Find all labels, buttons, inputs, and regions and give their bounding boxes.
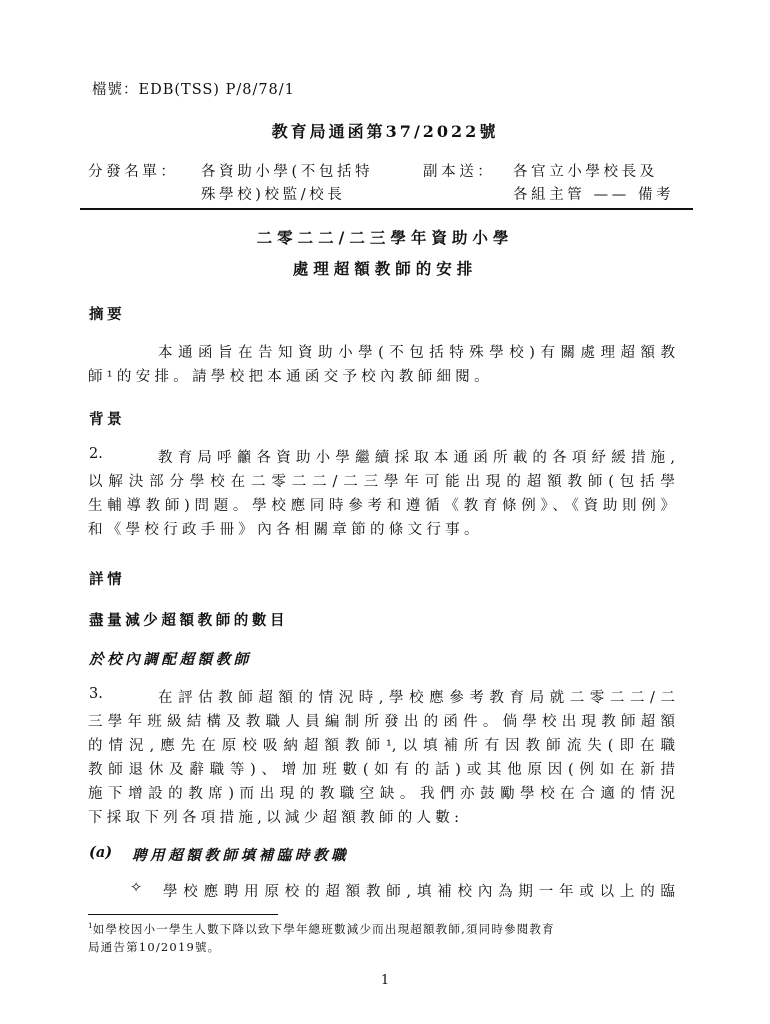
distribution-label: 分發名單：: [88, 164, 179, 180]
footnote-line-2: 局通告第10/2019號。: [88, 940, 221, 954]
summary-line-2: 師¹的安排。請學校把本通函交予校內教師細閱。: [88, 369, 493, 385]
details-heading: 詳情: [89, 571, 126, 588]
para3-line-5: 施下增設的教席)而出現的教職空缺。我們亦鼓勵學校在合適的情況: [88, 786, 675, 802]
recipients-line-1: 各資助小學(不包括特: [201, 164, 374, 180]
para3-line-4: 教師退休及辭職等)、增加班數(如有的話)或其他原因(例如在新措: [88, 762, 675, 778]
header-divider: [80, 208, 693, 210]
para3-line-6: 下採取下列各項措施,以減少超額教師的人數:: [88, 810, 464, 826]
footnote-line-1: 如學校因小一學生人數下降以致下學年總班數減少而出現超額教師,須同時參閱教育: [92, 922, 555, 936]
circular-title: 教育局通函第37/2022號: [271, 122, 499, 141]
recipients-line-2: 殊學校)校監/校長: [201, 187, 346, 203]
para3-number: 3.: [89, 686, 103, 702]
footnote-divider: [88, 914, 278, 915]
footnote-marker: 1: [88, 921, 93, 931]
para2-line-4: 和《學校行政手冊》內各相關章節的條文行事。: [88, 522, 483, 538]
para2-line-2: 以解決部分學校在二零二二/二三學年可能出現的超額教師(包括學: [88, 474, 675, 490]
cc-line-2: 各組主管 —— 備考: [513, 187, 675, 203]
footnote-block: [88, 921, 555, 937]
para2-line-3: 生輔導教師)問題。學校應同時參考和遵循《教育條例》、《資助則例》: [88, 498, 675, 514]
background-heading: 背景: [89, 411, 126, 428]
file-number: 檔號：EDB(TSS) P/8/78/1: [92, 82, 295, 98]
para2-number: 2.: [89, 446, 103, 462]
item-a-label: (a): [89, 844, 113, 861]
summary-heading: 摘要: [89, 306, 126, 323]
subheading-reduce-surplus: 盡量減少超額教師的數目: [89, 612, 289, 629]
bullet-diamond-icon: ✧: [130, 880, 143, 896]
cc-label: 副本送：: [423, 164, 496, 180]
cc-line-1: 各官立小學校長及: [513, 164, 658, 180]
subheading-internal-deployment: 於校內調配超額教師: [89, 651, 252, 668]
item-a-title: 聘用超額教師填補臨時教職: [132, 847, 350, 864]
para2-line-1: 教育局呼籲各資助小學繼續採取本通函所載的各項紓緩措施,: [158, 450, 675, 466]
para3-line-3: 的情況,應先在原校吸納超額教師¹,以填補所有因教師流失(即在職: [88, 738, 675, 754]
bullet-text: 學校應聘用原校的超額教師,填補校內為期一年或以上的臨: [163, 884, 675, 900]
para3-line-1: 在評估教師超額的情況時,學校應參考教育局就二零二二/二: [158, 690, 675, 706]
page-number: 1: [380, 973, 390, 988]
document-title-line-1: 二零二二/二三學年資助小學: [256, 228, 514, 247]
document-title-line-2: 處理超額教師的安排: [292, 259, 478, 278]
para3-line-2: 三學年班級結構及教職人員編制所發出的函件。倘學校出現教師超額: [88, 714, 675, 730]
summary-line-1: 本通函旨在告知資助小學(不包括特殊學校)有關處理超額教: [158, 345, 675, 361]
